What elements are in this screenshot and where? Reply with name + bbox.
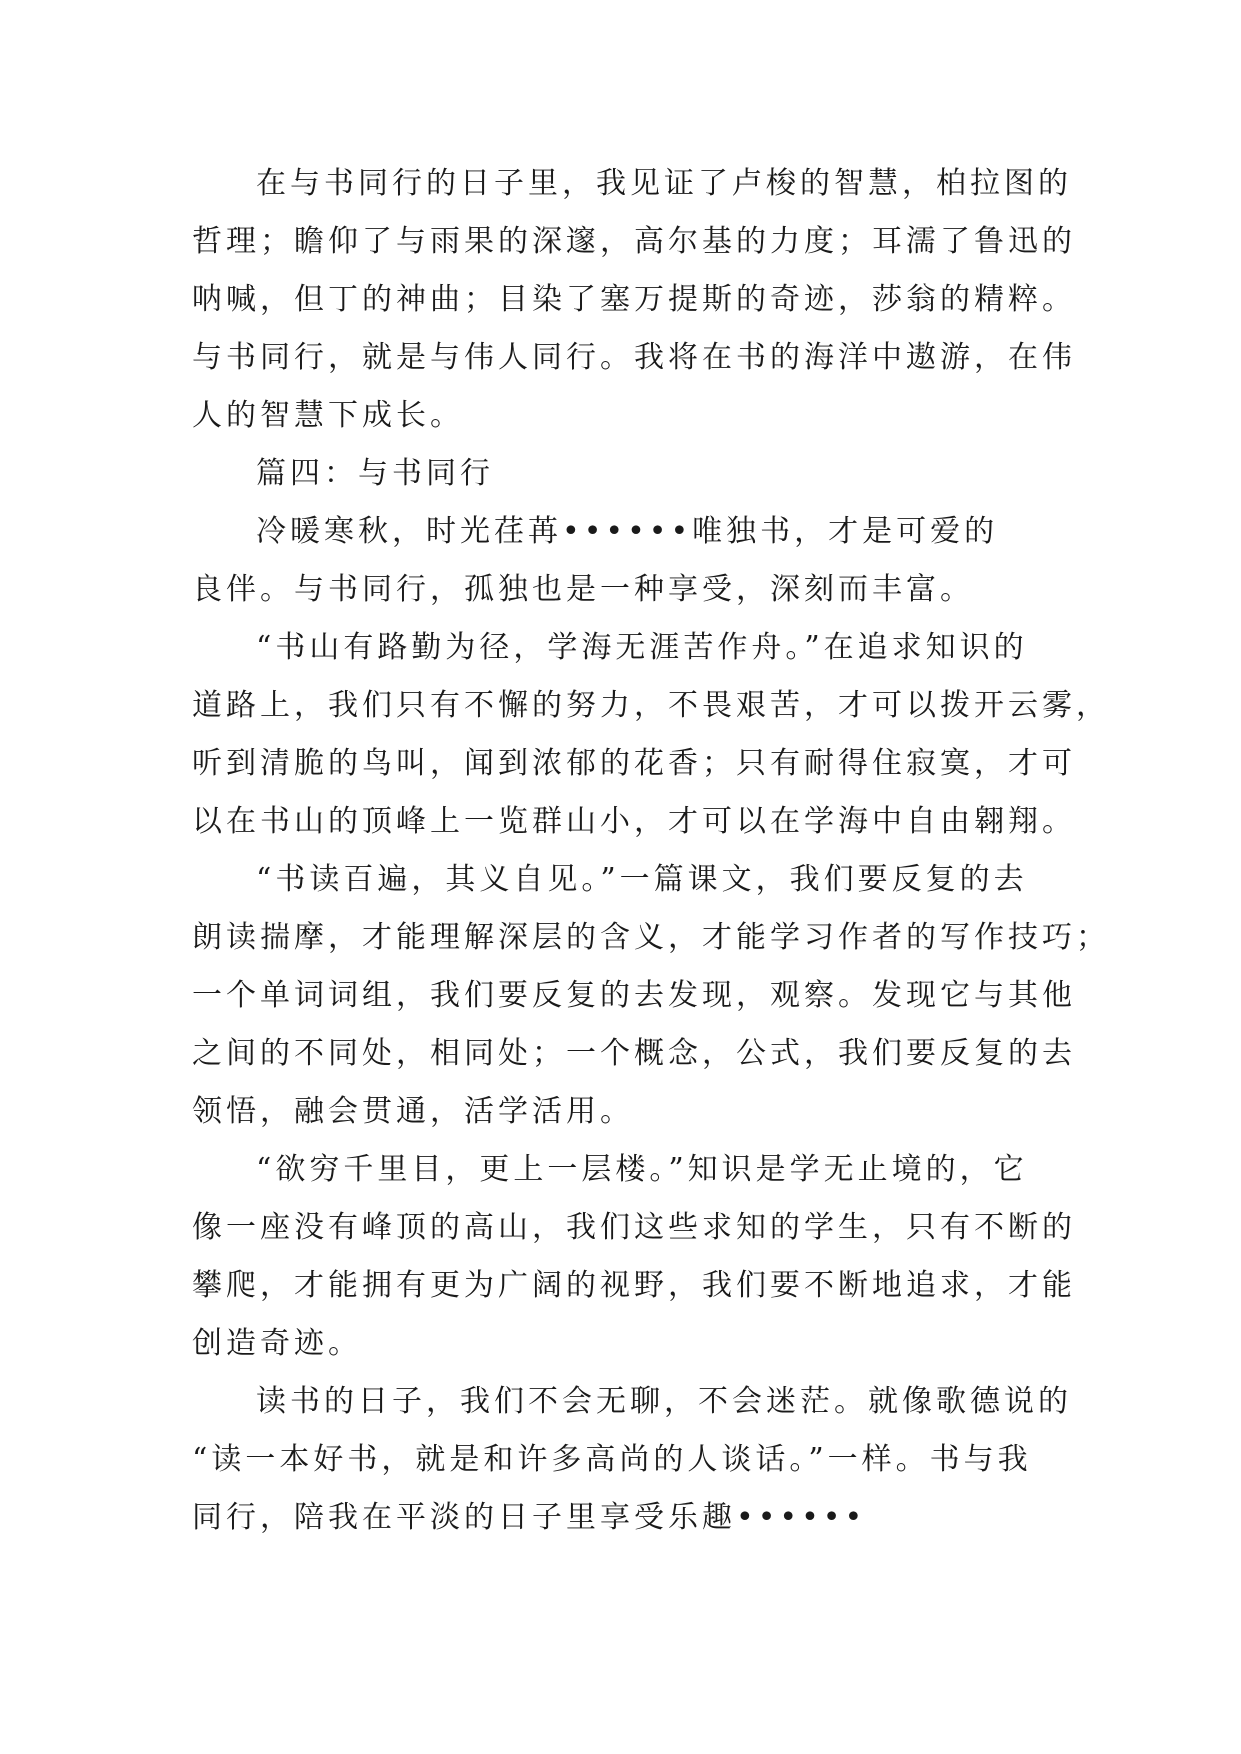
- paragraph-line: 冷暖寒秋，时光荏苒••••••唯独书，才是可爱的: [256, 514, 999, 549]
- paragraph-line: 读书的日子，我们不会无聊，不会迷茫。就像歌德说的: [256, 1384, 1072, 1419]
- document-body: [192, 155, 1110, 1547]
- paragraph-line: 同行，陪我在平淡的日子里享受乐趣••••••: [192, 1500, 867, 1535]
- paragraph-line: “读一本好书，就是和许多高尚的人谈话。”一样。书与我: [192, 1442, 1032, 1477]
- paragraph-line: 与书同行，就是与伟人同行。我将在书的海洋中遨游，在伟: [192, 340, 1076, 375]
- paragraph-line: 道路上，我们只有不懈的努力，不畏艰苦，才可以拨开云雾，: [192, 688, 1110, 723]
- paragraph-line: 良伴。与书同行，孤独也是一种享受，深刻而丰富。: [192, 572, 974, 607]
- paragraph-line: 攀爬，才能拥有更为广阔的视野，我们要不断地追求，才能: [192, 1268, 1076, 1303]
- paragraph-line: 创造奇迹。: [192, 1326, 362, 1361]
- paragraph-line: 人的智慧下成长。: [192, 398, 464, 433]
- paragraph-line: 一个单词词组，我们要反复的去发现，观察。发现它与其他: [192, 978, 1076, 1013]
- paragraph-line: 领悟，融会贯通，活学活用。: [192, 1094, 634, 1129]
- paragraph-line: “书读百遍，其义自见。”一篇课文，我们要反复的去: [256, 862, 1028, 897]
- section-heading: 篇四：与书同行: [256, 456, 494, 491]
- paragraph-line: 在与书同行的日子里，我见证了卢梭的智慧，柏拉图的: [256, 166, 1072, 201]
- paragraph-line: 以在书山的顶峰上一览群山小，才可以在学海中自由翱翔。: [192, 804, 1076, 839]
- paragraph-line: “书山有路勤为径，学海无涯苦作舟。”在追求知识的: [256, 630, 1028, 665]
- paragraph-line: 哲理；瞻仰了与雨果的深邃，高尔基的力度；耳濡了鲁迅的: [192, 224, 1076, 259]
- paragraph-line: 朗读揣摩，才能理解深层的含义，才能学习作者的写作技巧；: [192, 920, 1110, 955]
- paragraph-line: 听到清脆的鸟叫，闻到浓郁的花香；只有耐得住寂寞，才可: [192, 746, 1076, 781]
- paragraph-line: 呐喊，但丁的神曲；目染了塞万提斯的奇迹，莎翁的精粹。: [192, 282, 1076, 317]
- paragraph-line: 像一座没有峰顶的高山，我们这些求知的学生，只有不断的: [192, 1210, 1076, 1245]
- paragraph-line: 之间的不同处，相同处；一个概念，公式，我们要反复的去: [192, 1036, 1076, 1071]
- paragraph-line: “欲穷千里目，更上一层楼。”知识是学无止境的，它: [256, 1152, 1028, 1187]
